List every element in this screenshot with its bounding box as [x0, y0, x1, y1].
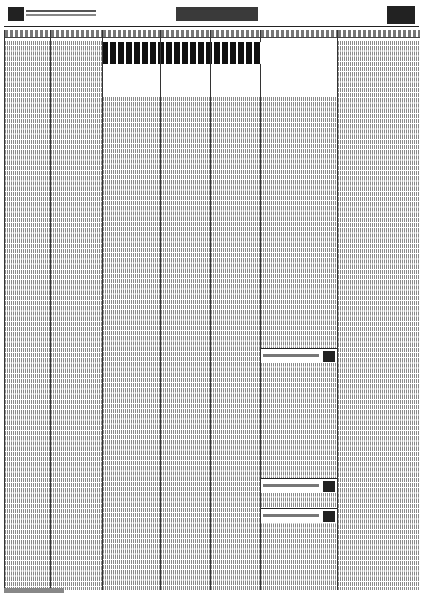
name-list: [51, 40, 102, 590]
column-3: [102, 30, 160, 590]
newspaper-page: [4, 4, 419, 595]
column-4: [160, 30, 210, 590]
column-header: [5, 30, 50, 38]
column-header: [103, 30, 160, 38]
column-header: [261, 30, 337, 38]
name-list: [161, 96, 210, 590]
column-header: [211, 30, 260, 38]
name-list: [5, 40, 50, 590]
section-divider: [263, 354, 319, 357]
newspaper-logo: [387, 6, 415, 24]
section-letter: [323, 511, 335, 522]
column-header: [51, 30, 102, 38]
section-divider: [263, 514, 319, 517]
section-header: [261, 508, 337, 523]
date-line: [26, 10, 96, 12]
footer-note: [4, 588, 64, 593]
section-divider: [263, 484, 319, 487]
name-list: [338, 40, 420, 590]
column-7: [337, 30, 420, 590]
name-list: [211, 96, 260, 590]
section-header: [261, 348, 337, 363]
column-2: [50, 30, 102, 590]
masthead: [4, 4, 419, 27]
name-list: [103, 96, 160, 590]
column-header: [338, 30, 420, 38]
section-title: [176, 7, 258, 21]
section-header: [261, 478, 337, 493]
column-header: [161, 30, 210, 38]
page-number: [8, 7, 24, 21]
column-6: [260, 30, 337, 590]
column-5: [210, 30, 260, 590]
section-letter: [323, 351, 335, 362]
column-1: [4, 30, 50, 590]
section-letter: [323, 481, 335, 492]
